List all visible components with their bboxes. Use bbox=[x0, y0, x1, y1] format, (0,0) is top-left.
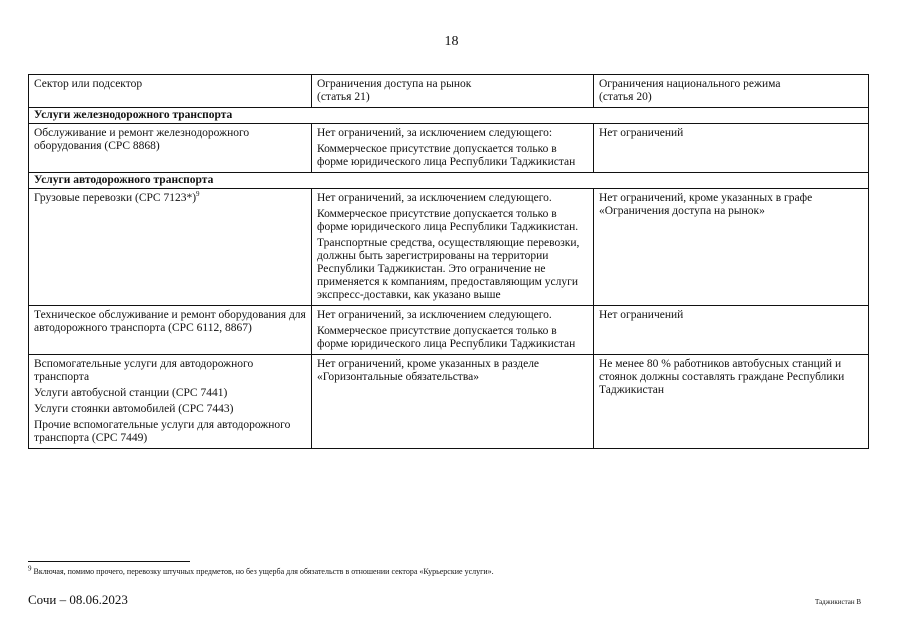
table-header-row bbox=[29, 75, 869, 108]
footnote-marker: 9 bbox=[28, 564, 32, 573]
cell-sector: Обслуживание и ремонт железнодорожного оборудования (CPC 8868) bbox=[29, 124, 312, 173]
header-market-access: Ограничения доступа на рынок (статья 21) bbox=[312, 75, 594, 108]
cell-national-treatment: Нет ограничений bbox=[594, 306, 869, 355]
cell-sector: Грузовые перевозки (CPC 7123*)$^9$ bbox=[29, 189, 312, 306]
table-row bbox=[29, 189, 869, 306]
footnote-ref: 9 bbox=[196, 190, 200, 199]
footer-date: Сочи – 08.06.2023 bbox=[28, 592, 128, 607]
cell-market-access: Нет ограничений, за исключением следующего. Коммерческое присутствие допускается только в форме юридического лица Республики Таджикистан. Транспортные средства, осуществляющие перевозки, должны быть зарегистрированы на территории Республики Таджикистан. Это ограничение не применяется к компаниям, предоставляющим услуги экспресс-доставки, как указано выше bbox=[312, 189, 594, 306]
cell-national-treatment: Не менее 80 % работников автобусных станций и стоянок должны составлять граждане Республики Таджикистан bbox=[594, 355, 869, 449]
footnote-text: Включая, помимо прочего, перевозку штучных предметов, но без ущерба для обязательств в отношении сектора «Курьерские услуги». bbox=[33, 567, 494, 576]
cell-sector: Техническое обслуживание и ремонт оборудования для автодорожного транспорта (CPC 6112, 8867) bbox=[29, 306, 312, 355]
footnote-divider bbox=[28, 561, 190, 562]
footnote bbox=[28, 564, 878, 577]
cell-national-treatment: Нет ограничений, кроме указанных в графе «Ограничения доступа на рынок» bbox=[594, 189, 869, 306]
section-row-road bbox=[29, 173, 869, 189]
cell-market-access: Нет ограничений, за исключением следующего: Коммерческое присутствие допускается только в форме юридического лица Республики Таджикистан bbox=[312, 124, 594, 173]
cell-national-treatment: Нет ограничений bbox=[594, 124, 869, 173]
cell-market-access: Нет ограничений, кроме указанных в разделе «Горизонтальные обязательства» bbox=[312, 355, 594, 449]
footer-doc-label: Таджикистан В bbox=[814, 598, 861, 606]
table-row bbox=[29, 355, 869, 449]
commitments-table bbox=[28, 74, 869, 449]
section-row-rail bbox=[29, 108, 869, 124]
section-title: Услуги железнодорожного транспорта bbox=[29, 108, 869, 124]
section-title: Услуги автодорожного транспорта bbox=[29, 173, 869, 189]
table-row bbox=[29, 306, 869, 355]
table-row bbox=[29, 124, 869, 173]
cell-sector: Вспомогательные услуги для автодорожного транспорта Услуги автобусной станции (CPC 7441) Услуги стоянки автомобилей (CPC 7443) Прочие вспомогательные услуги для автодорожного транспорта (CPC 7449) bbox=[29, 355, 312, 449]
cell-market-access: Нет ограничений, за исключением следующего. Коммерческое присутствие допускается только в форме юридического лица Республики Таджикистан bbox=[312, 306, 594, 355]
header-sector: Сектор или подсектор bbox=[29, 75, 312, 108]
page-number: 18 bbox=[444, 34, 459, 49]
header-national-treatment: Ограничения национального режима (статья 20) bbox=[594, 75, 869, 108]
